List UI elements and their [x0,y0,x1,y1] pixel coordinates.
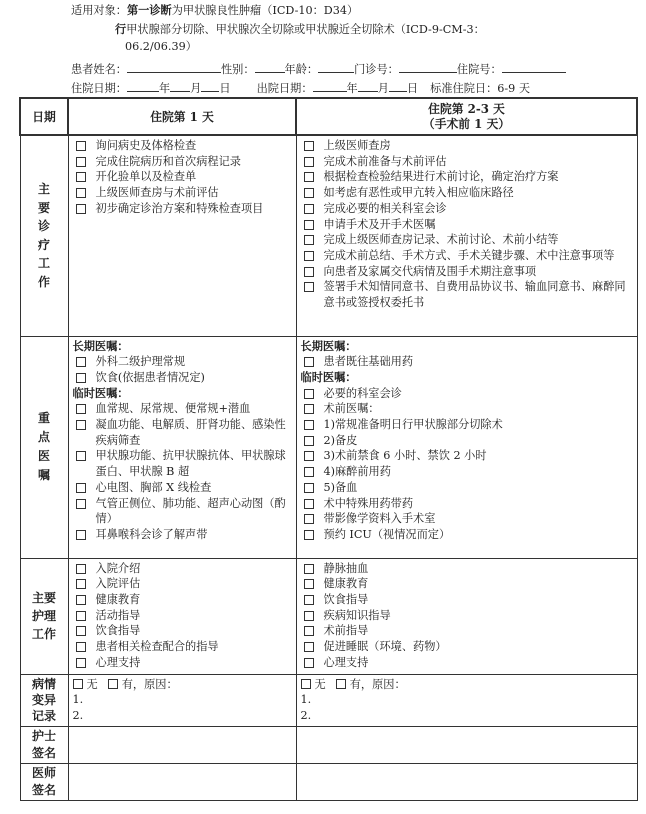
table-row-main-work [20,135,637,336]
day23-nurse-signature-field[interactable] [296,726,637,763]
checkbox[interactable] [76,611,86,621]
checklist-item[interactable]: 5)备血 [301,480,633,496]
checkbox[interactable] [304,251,314,261]
day1-main-work-cell [68,135,296,336]
checkbox-none[interactable] [73,679,83,689]
checkbox-none[interactable] [301,679,311,689]
checklist-item[interactable]: 心电图、胸部 X 线检查 [73,480,292,496]
checkbox[interactable] [76,188,86,198]
checkbox[interactable] [304,595,314,605]
checkbox[interactable] [76,204,86,214]
checklist-item[interactable]: 3)术前禁食 6 小时、禁饮 2 小时 [301,448,633,464]
day23-main-work-cell [296,135,637,336]
table-row-nursing-work [20,558,637,674]
checkbox[interactable] [76,420,86,430]
row-label-main-work: 主 要 诊 疗 工 作 [20,135,68,336]
day1-nurse-signature-field[interactable] [68,726,296,763]
checklist-item[interactable]: 心理支持 [73,655,292,671]
checklist-item[interactable]: 心理支持 [301,655,633,671]
day23-doctor-signature-field[interactable] [296,763,637,800]
date-column-header: 日期 [20,98,68,135]
checklist-item[interactable]: 术前医嘱： [301,401,633,417]
checklist-item[interactable]: 4)麻醉前用药 [301,464,633,480]
checkbox[interactable] [76,357,86,367]
admit-day-field[interactable] [201,79,219,92]
dates-line: 住院日期： 年 月 日 出院日期： 年 月 日 标准住院日：6-9 天 [71,79,646,97]
checklist-item[interactable]: 血常规、尿常规、便常规+潜血 [73,401,292,417]
clinical-pathway-table [19,97,638,801]
checkbox[interactable] [76,658,86,668]
admit-month-field[interactable] [170,79,190,92]
checkbox[interactable] [304,467,314,477]
checklist-item[interactable]: 气管正侧位、肺功能、超声心动图（酌情） [73,496,292,527]
checkbox[interactable] [76,483,86,493]
checklist-item[interactable]: 完成必要的相关科室会诊 [301,201,633,217]
checkbox[interactable] [304,141,314,151]
operation-line: 行甲状腺部分切除、甲状腺次全切除或甲状腺近全切除术（ICD-9-CM-3： [115,22,485,36]
checklist-item[interactable]: 初步确定诊治方案和特殊检查项目 [73,201,292,217]
checkbox[interactable] [304,564,314,574]
checkbox[interactable] [76,141,86,151]
checkbox[interactable] [76,404,86,414]
checklist-item[interactable]: 患者相关检查配合的指导 [73,639,292,655]
day23-key-orders-cell [296,336,637,558]
checkbox[interactable] [304,172,314,182]
temp-orders-title: 临时医嘱： [72,385,129,400]
long-term-orders-title: 长期医嘱： [300,338,357,353]
day23-nursing-cell [296,558,637,674]
day1-key-orders-cell [68,336,296,558]
checkbox[interactable] [76,595,86,605]
checkbox[interactable] [76,564,86,574]
table-row-nurse-signature [20,726,637,763]
checklist-item[interactable]: 静脉抽血 [301,561,633,577]
gender-field[interactable] [255,60,285,73]
checklist-item[interactable]: 上级医师查房 [301,138,633,154]
checklist-item[interactable]: 入院评估 [73,576,292,592]
checklist-item[interactable]: 2)备皮 [301,433,633,449]
checklist-item[interactable]: 术前指导 [301,623,633,639]
checkbox[interactable] [304,357,314,367]
checklist-item[interactable]: 完成住院病历和首次病程记录 [73,154,292,170]
table-row-key-orders [20,336,637,558]
day1-column-header: 住院第 1 天 [68,98,296,135]
checklist-item[interactable]: 饮食指导 [301,592,633,608]
checklist-item[interactable]: 疾病知识指导 [301,608,633,624]
day1-nursing-cell [68,558,296,674]
checklist-item[interactable]: 术中特殊用药带药 [301,496,633,512]
checkbox[interactable] [76,626,86,636]
checklist-item[interactable]: 耳鼻喉科会诊了解声带 [73,527,292,543]
checklist-item[interactable]: 根据检查检验结果进行术前讨论，确定治疗方案 [301,169,633,185]
checkbox[interactable] [76,530,86,540]
checkbox[interactable] [304,436,314,446]
checkbox[interactable] [76,499,86,509]
day1-variation-cell: 无 有，原因： 1. 2. [68,674,296,726]
checklist-item[interactable]: 入院介绍 [73,561,292,577]
operation-code-line: 06.2/06.39） [125,40,197,53]
checklist-item[interactable]: 必要的科室会诊 [301,386,633,402]
checkbox[interactable] [304,389,314,399]
table-row-variation-record [20,674,637,726]
checkbox[interactable] [76,157,86,167]
checklist-item[interactable]: 完成术前准备与术前评估 [301,154,633,170]
checkbox[interactable] [76,579,86,589]
checkbox[interactable] [304,530,314,540]
checklist-item[interactable]: 完成上级医师查房记录、术前讨论、术前小结等 [301,232,633,248]
row-label-nursing-work: 主要 护理 工作 [20,558,68,674]
checkbox[interactable] [76,172,86,182]
checklist-item[interactable]: 预约 ICU（视情况而定） [301,527,633,543]
checkbox[interactable] [304,235,314,245]
checklist-item[interactable]: 活动指导 [73,608,292,624]
checklist-item[interactable]: 外科二级护理常规 [73,354,292,370]
discharge-year-field[interactable] [313,79,347,92]
checklist-item[interactable]: 开化验单以及检查单 [73,169,292,185]
checkbox[interactable] [304,483,314,493]
row-label-key-orders: 重 点 医 嘱 [20,336,68,558]
row-label-variation: 病情 变异 记录 [20,674,68,726]
scope-line: 适用对象：第一诊断为甲状腺良性肿瘤（ICD-10：D34） [71,3,359,17]
checkbox-yes[interactable] [108,679,118,689]
checkbox[interactable] [304,157,314,167]
day23-variation-cell: 无 有，原因： 1. 2. [296,674,637,726]
checklist-item[interactable]: 申请手术及开手术医嘱 [301,217,633,233]
checklist-item[interactable]: 促进睡眠（环境、药物） [301,639,633,655]
checklist-item[interactable]: 如考虑有恶性或甲亢转入相应临床路径 [301,185,633,201]
discharge-month-field[interactable] [358,79,378,92]
checklist-item[interactable]: 签署手术知情同意书、自费用品协议书、输血同意书、麻醉同意书或签授权委托书 [301,279,633,310]
checkbox[interactable] [304,204,314,214]
checklist-item[interactable]: 1)常规准备明日行甲状腺部分切除术 [301,417,633,433]
checklist-item[interactable]: 凝血功能、电解质、肝肾功能、感染性疾病筛查 [73,417,292,448]
checkbox[interactable] [304,420,314,430]
checkbox[interactable] [304,514,314,524]
checkbox-yes[interactable] [336,679,346,689]
row-label-doctor-signature: 医师 签名 [20,763,68,800]
checkbox[interactable] [304,658,314,668]
day1-doctor-signature-field[interactable] [68,763,296,800]
checkbox[interactable] [304,220,314,230]
row-label-nurse-signature: 护士 签名 [20,726,68,763]
checklist-item[interactable]: 饮食指导 [73,623,292,639]
checklist-item[interactable]: 询问病史及体格检查 [73,138,292,154]
age-field[interactable] [318,60,354,73]
checkbox[interactable] [304,642,314,652]
checkbox[interactable] [304,451,314,461]
table-row-doctor-signature [20,763,637,800]
patient-name-field[interactable] [127,60,221,73]
long-term-orders-title: 长期医嘱： [72,338,129,353]
temp-orders-title: 临时医嘱： [300,369,357,384]
discharge-day-field[interactable] [389,79,407,92]
day23-column-header: 住院第 2-3 天 （手术前 1 天） [296,98,637,135]
checklist-item[interactable]: 上级医师查房与术前评估 [73,185,292,201]
inpatient-no-field[interactable] [502,60,566,73]
checklist-item[interactable]: 健康教育 [73,592,292,608]
checklist-item[interactable]: 患者既往基础用药 [301,354,633,370]
checkbox[interactable] [304,282,314,292]
checklist-item[interactable]: 完成术前总结、手术方式、手术关键步骤、术中注意事项等 [301,248,633,264]
checklist-item[interactable]: 向患者及家属交代病情及围手术期注意事项 [301,264,633,280]
patient-info-line: 患者姓名： 性别： 年龄： 门诊号： 住院号： [71,60,646,78]
checkbox[interactable] [304,626,314,636]
checkbox[interactable] [304,579,314,589]
checkbox[interactable] [76,373,86,383]
checkbox[interactable] [304,188,314,198]
checkbox[interactable] [304,404,314,414]
checkbox[interactable] [76,451,86,461]
checkbox[interactable] [304,611,314,621]
checklist-item[interactable]: 饮食(依据患者情况定) [73,370,292,386]
checklist-item[interactable]: 甲状腺功能、抗甲状腺抗体、甲状腺球蛋白、甲状腺 B 超 [73,448,292,479]
clinic-no-field[interactable] [399,60,457,73]
checkbox[interactable] [76,642,86,652]
admit-year-field[interactable] [127,79,159,92]
checkbox[interactable] [304,267,314,277]
checklist-item[interactable]: 健康教育 [301,576,633,592]
checkbox[interactable] [304,499,314,509]
checklist-item[interactable]: 带影像学资料入手术室 [301,511,633,527]
